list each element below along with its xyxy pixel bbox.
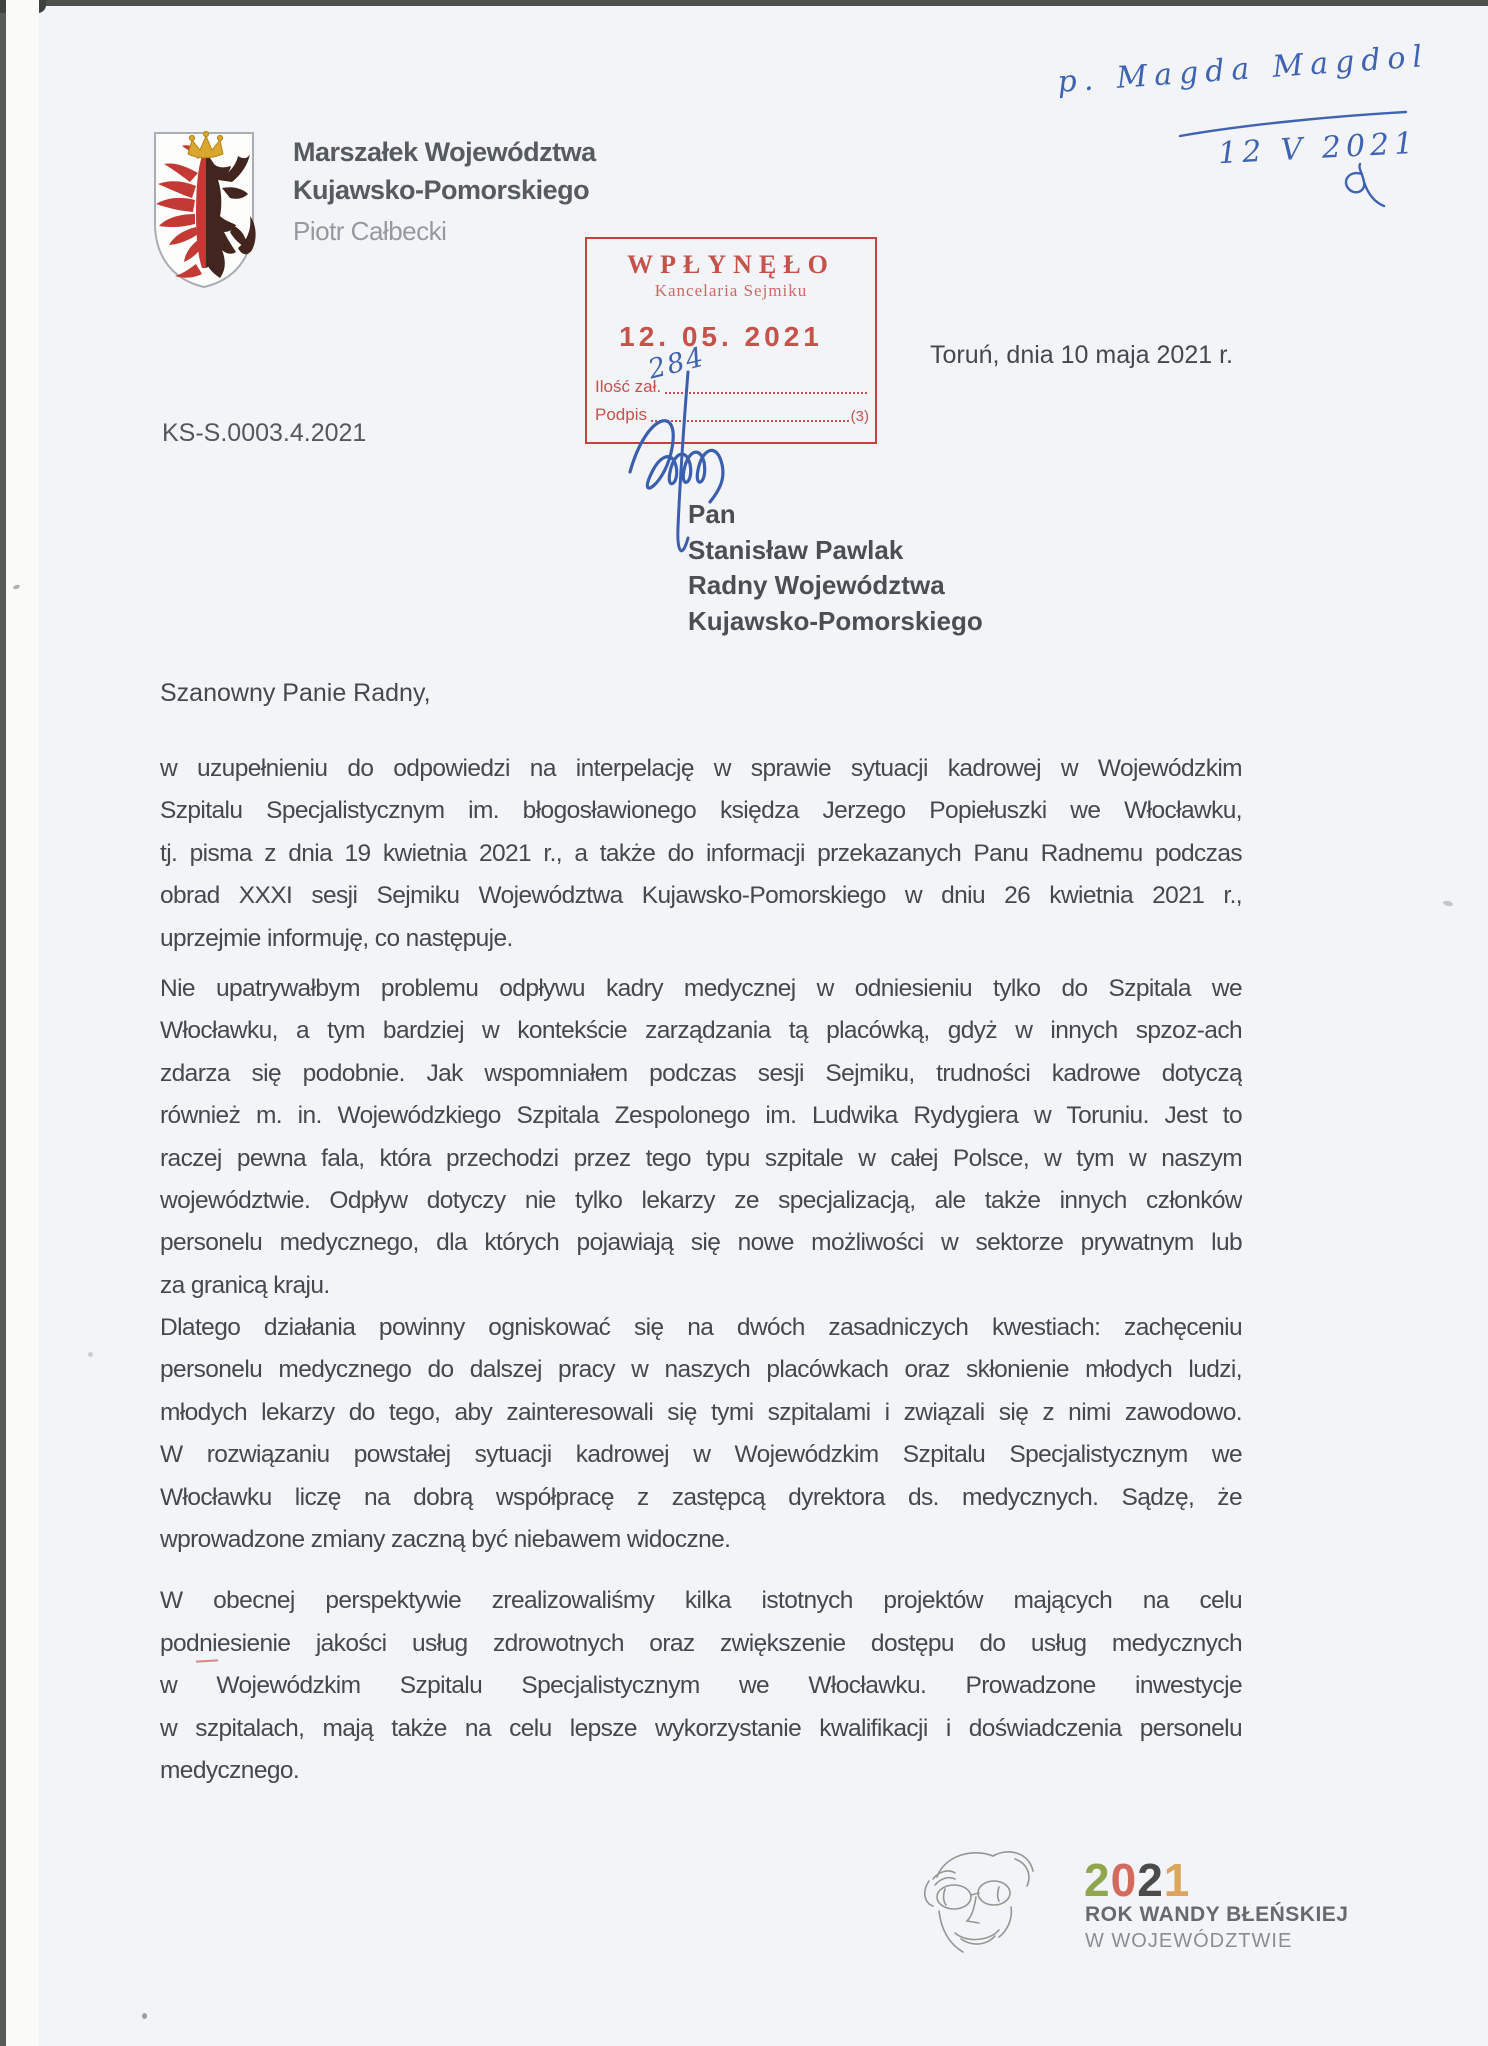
- body-line: W obecnej perspektywie zrealizowaliśmy kilka istotnych projektów mających na celu: [160, 1587, 1242, 1615]
- addressee-line: Radny Województwa: [688, 570, 945, 600]
- handwritten-flourish: [1332, 160, 1392, 210]
- reference-number: KS-S.0003.4.2021: [162, 419, 367, 447]
- stamp-attachments-label: Ilość zał.: [595, 377, 662, 396]
- body-line: Szpitalu Specjalistycznym im. błogosławionego księdza Jerzego Popiełuszki we Włocławku,: [160, 797, 1242, 825]
- stamp-title: WPŁYNĘŁO: [627, 250, 835, 279]
- letterhead-office-line1: Marszałek Województwa: [293, 137, 596, 167]
- body-line: W rozwiązaniu powstałej sytuacji kadrowej w Wojewódzkim Szpitalu Specjalistycznym we: [160, 1441, 1242, 1469]
- body-line: wprowadzone zmiany zaczną być niebawem widoczne.: [160, 1526, 731, 1554]
- stamp-signature-suffix: (3): [850, 408, 869, 425]
- scan-speck: [1443, 900, 1454, 907]
- body-line: za granicą kraju.: [160, 1271, 330, 1299]
- scan-speck: [88, 1352, 93, 1357]
- portrait-sketch: [915, 1845, 1060, 1960]
- body-line: personelu medycznego do dalszej pracy w naszych placówkach oraz skłonienie młodych ludzi,: [160, 1356, 1242, 1384]
- footer-line2: W WOJEWÓDZTWIE: [1085, 1930, 1293, 1952]
- letterhead-office-line2: Kujawsko-Pomorskiego: [293, 175, 590, 205]
- body-line: młodych lekarzy do tego, aby zainteresowali się tymi szpitalami i związali się z nimi zawodowo.: [160, 1398, 1242, 1426]
- handwritten-name-note: p. Magda Magdol: [1056, 39, 1431, 100]
- addressee-line: Stanisław Pawlak: [688, 534, 904, 565]
- body-line: Włocławku liczę na dobrą współpracę z zastępcą dyrektora ds. medycznych. Sądzę, że: [160, 1483, 1242, 1511]
- stamp-signature-row: [595, 405, 869, 425]
- body-line: zdarza się podobnie. Jak wspomniałem podczas sesji Sejmiku, trudności kadrowe dotyczą: [160, 1059, 1242, 1087]
- body-line: Nie upatrywałbym problemu odpływu kadry medycznej w odniesieniu tylko do Szpitala we: [160, 974, 1242, 1002]
- received-stamp: [585, 237, 877, 444]
- addressee-line: Pan: [688, 499, 736, 529]
- scan-left-band: [6, 0, 39, 2046]
- body-line: również m. in. Wojewódzkiego Szpitala Zespolonego im. Ludwika Rydygiera w Toruniu. Jest to: [160, 1102, 1242, 1130]
- letterhead-person-name: Piotr Całbecki: [293, 216, 447, 246]
- handwritten-date-note: 12 V 2021: [1217, 125, 1420, 172]
- addressee-block: [688, 497, 983, 639]
- stamp-subtitle: Kancelaria Sejmiku: [654, 281, 808, 300]
- body-line: obrad XXXI sesji Sejmiku Województwa Kujawsko-Pomorskiego w dniu 26 kwietnia 2021 r.,: [160, 882, 1242, 910]
- paragraph: [160, 748, 1242, 960]
- letter-body: [160, 748, 1242, 1800]
- body-line: podniesienie jakości usług zdrowotnych oraz zwiększenie dostępu do usług medycznych: [160, 1629, 1242, 1657]
- salutation: Szanowny Panie Radny,: [160, 679, 431, 707]
- stamp-signature-label: Podpis: [595, 405, 647, 424]
- date-line: Toruń, dnia 10 maja 2021 r.: [930, 341, 1233, 369]
- body-line: tj. pisma z dnia 19 kwietnia 2021 r., a także do informacji przekazanych Panu Radnemu podczas: [160, 839, 1242, 867]
- addressee-line: Kujawsko-Pomorskiego: [688, 605, 983, 636]
- paragraph: [160, 968, 1242, 1307]
- body-line: raczej pewna fala, która przechodzi przez tego typu szpitale w całej Polsce, w tym w naszym: [160, 1144, 1242, 1172]
- footer-year: 2021: [1084, 1854, 1191, 1906]
- body-line: w szpitalach, mają także na celu lepsze wykorzystanie kwalifikacji i doświadczenia personelu: [160, 1714, 1242, 1742]
- paragraph: [160, 1307, 1242, 1561]
- body-line: personelu medycznego, dla których pojawiają się nowe możliwości w sektorze prywatnym lub: [160, 1229, 1242, 1257]
- stamp-attachments-row: [595, 377, 869, 397]
- letterhead: [293, 133, 596, 250]
- handwritten-attachment-count: 284: [645, 341, 709, 386]
- body-line: Włocławku, a tym bardziej w kontekście zarządzania tą placówką, gdyż w innych spzoz-ach: [160, 1017, 1242, 1045]
- dotted-line: [651, 420, 849, 422]
- scan-edge-top: [0, 0, 1488, 6]
- body-line: uprzejmie informuję, co następuje.: [160, 924, 513, 952]
- body-line: medycznego.: [160, 1756, 300, 1784]
- body-line: w Wojewódzkim Szpitalu Specjalistycznym we Włocławku. Prowadzone inwestycje: [160, 1672, 1242, 1700]
- stamp-date: 12. 05. 2021: [619, 321, 823, 352]
- body-line: województwie. Odpływ dotyczy nie tylko lekarzy ze specjalizacją, ale także innych członków: [160, 1186, 1242, 1214]
- body-line: w uzupełnieniu do odpowiedzi na interpelację w sprawie sytuacji kadrowej w Wojewódzkim: [160, 755, 1242, 782]
- scan-speck: [142, 2013, 147, 2019]
- footer-line1: ROK WANDY BŁEŃSKIEJ: [1085, 1903, 1349, 1926]
- body-line: Dlatego działania powinny ogniskować się na dwóch zasadniczych kwestiach: zachęceniu: [160, 1314, 1242, 1342]
- paragraph: [160, 1580, 1242, 1792]
- coat-of-arms: [148, 128, 260, 292]
- dotted-line: [665, 392, 867, 394]
